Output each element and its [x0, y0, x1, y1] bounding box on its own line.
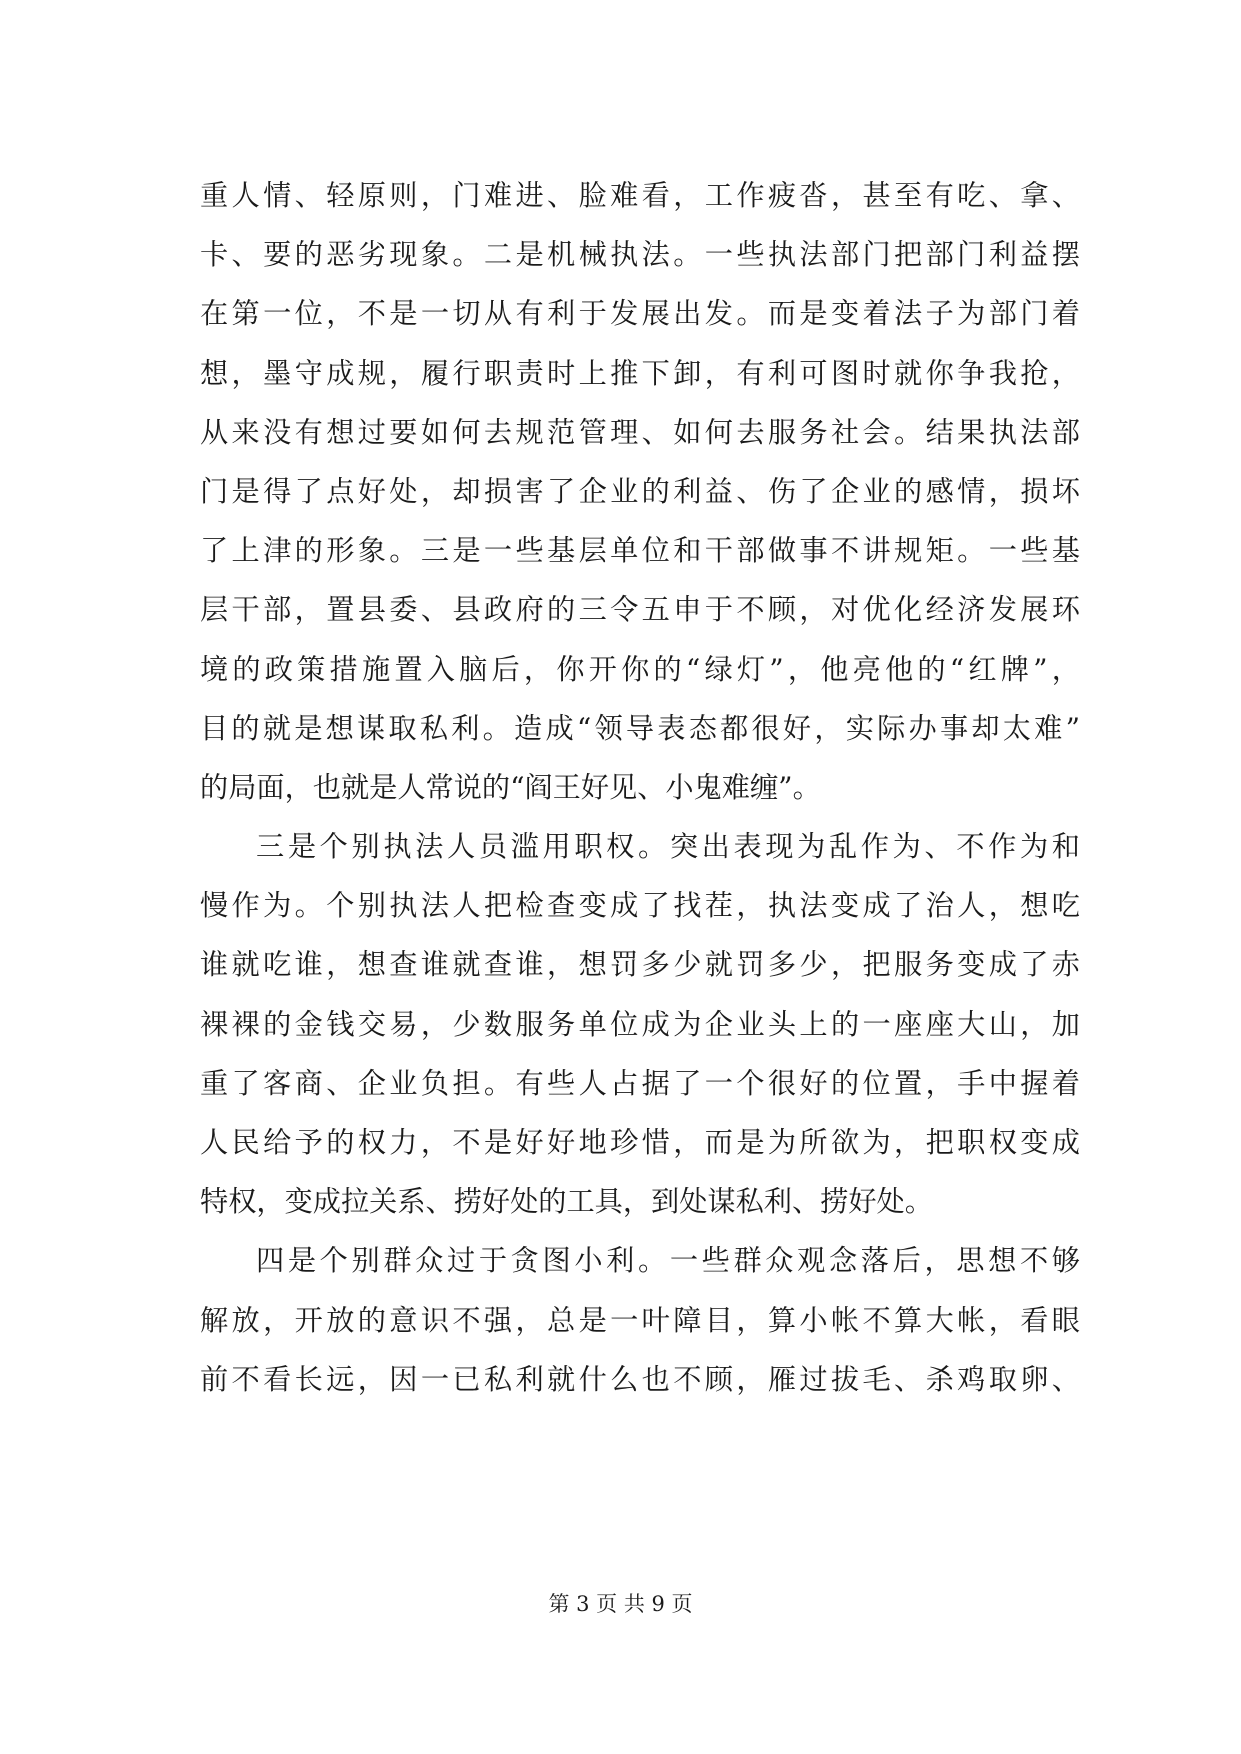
text-line: 特权，变成拉关系、捞好处的工具，到处谋私利、捞好处。 — [200, 1185, 933, 1219]
text-line: 门是得了点好处，却损害了企业的利益、伤了企业的感情，损坏 — [200, 474, 1080, 508]
text-line: 境的政策措施置入脑后，你开你的“绿灯”，他亮他的“红牌”， — [200, 652, 1080, 686]
text-line: 重了客商、企业负担。有些人占据了一个很好的位置，手中握着 — [200, 1066, 1080, 1100]
text-line: 层干部，置县委、县政府的三令五申于不顾，对优化经济发展环 — [200, 593, 1080, 627]
page-number: 第 3 页 共 9 页 — [548, 1592, 693, 1616]
text-line: 人民给予的权力，不是好好地珍惜，而是为所欲为，把职权变成 — [200, 1126, 1080, 1159]
text-line: 从来没有想过要如何去规范管理、如何去服务社会。结果执法部 — [200, 415, 1080, 449]
text-line: 卡、要的恶劣现象。二是机械执法。一些执法部门把部门利益摆 — [200, 238, 1080, 272]
text-line: 前不看长远，因一已私利就什么也不顾，雁过拔毛、杀鸡取卵、 — [200, 1362, 1080, 1396]
paragraph-first-line: 四是个别群众过于贪图小利。一些群众观念落后，思想不够 — [256, 1244, 1080, 1278]
text-line: 解放，开放的意识不强，总是一叶障目，算小帐不算大帐，看眼 — [200, 1303, 1080, 1337]
text-line: 裸裸的金钱交易，少数服务单位成为企业头上的一座座大山，加 — [200, 1007, 1080, 1041]
text-line: 重人情、轻原则，门难进、脸难看，工作疲沓，甚至有吃、拿、 — [200, 179, 1080, 212]
text-line: 谁就吃谁，想查谁就查谁，想罚多少就罚多少，把服务变成了赤 — [200, 948, 1080, 982]
text-line: 想，墨守成规，履行职责时上推下卸，有利可图时就你争我抢， — [200, 356, 1080, 390]
page-footer — [0, 1590, 1241, 1618]
text-line: 的局面，也就是人常说的“阎王好见、小鬼难缠”。 — [200, 770, 821, 804]
text-line: 目的就是想谋取私利。造成“领导表态都很好，实际办事却太难” — [200, 711, 1080, 745]
text-line: 慢作为。个别执法人把检查变成了找茬，执法变成了治人，想吃 — [200, 889, 1080, 923]
document-body — [200, 166, 1080, 1409]
paragraph-first-line: 三是个别执法人员滥用职权。突出表现为乱作为、不作为和 — [256, 830, 1080, 864]
text-line: 在第一位，不是一切从有利于发展出发。而是变着法子为部门着 — [200, 297, 1080, 331]
text-line: 了上津的形象。三是一些基层单位和干部做事不讲规矩。一些基 — [200, 534, 1080, 568]
